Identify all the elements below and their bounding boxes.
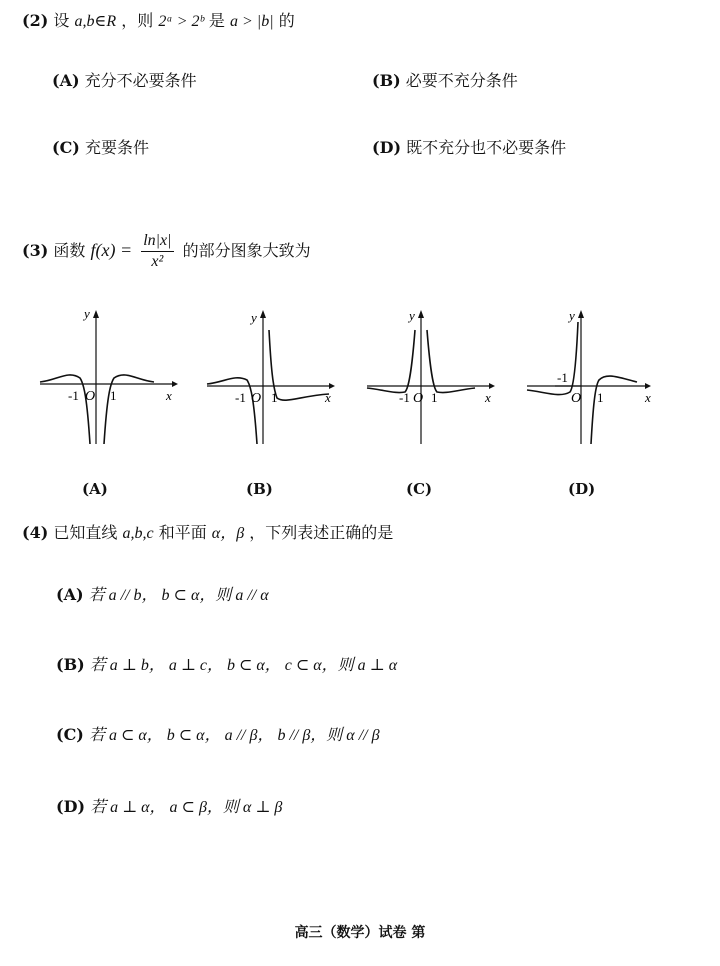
x-axis-arrow: [172, 381, 178, 387]
q3-denominator: x²: [151, 253, 164, 270]
option-label: (A): [56, 585, 84, 604]
y-axis-arrow: [93, 310, 99, 318]
option-label: (C): [52, 138, 80, 157]
option-label: (B): [372, 71, 401, 90]
q3-number: (3): [22, 241, 49, 260]
graph-a[interactable]: [38, 308, 178, 448]
q2-option-c[interactable]: [52, 135, 149, 158]
x-label: x: [325, 390, 331, 405]
q2-stem: [22, 10, 295, 33]
q3-numerator: ln|x|: [141, 231, 173, 252]
graph-d-svg: [525, 308, 665, 448]
option-text: 充要条件: [84, 138, 149, 157]
curve-left: [527, 322, 578, 395]
tick-neg-label: -1: [399, 390, 410, 405]
option-label: (B): [56, 655, 85, 674]
origin-label: O: [413, 391, 424, 406]
x-label: x: [485, 390, 491, 405]
y-label: y: [84, 306, 90, 321]
y-axis-arrow: [260, 310, 266, 318]
curve-left: [367, 330, 415, 393]
option-text: 若 a ⊂ α， b ⊂ α， a // β， b // β，则 α // β: [88, 727, 380, 744]
y-axis-arrow: [578, 310, 584, 318]
graph-b-label: (B): [246, 480, 273, 498]
origin-label: O: [571, 391, 582, 406]
q3-function: f(x) =: [90, 240, 133, 260]
q3-text-pre: 函数: [53, 241, 86, 260]
q2-text-pre: 设: [53, 11, 70, 30]
option-text: 若 a ⊥ α， a ⊂ β，则 α ⊥ β: [90, 799, 283, 816]
q4-text-pre: 已知直线: [53, 523, 118, 542]
q2-number: (2): [22, 11, 49, 30]
tick-neg-label: -1: [235, 390, 246, 405]
y-axis-arrow: [418, 310, 424, 318]
q4-lines: a,b,c: [122, 525, 154, 542]
option-label: (A): [52, 71, 80, 90]
y-label: y: [569, 308, 575, 323]
curve-left: [40, 375, 90, 444]
q4-text-and: 和平面: [158, 523, 207, 542]
q4-stem: [22, 522, 393, 545]
option-text: 若 a // b， b ⊂ α，则 a // α: [88, 587, 269, 604]
q4-option-d[interactable]: [56, 794, 282, 817]
graph-d-label: (D): [568, 480, 596, 498]
curve-left: [207, 378, 257, 444]
option-label: (D): [372, 138, 402, 157]
option-label: (C): [56, 725, 84, 744]
q2-vars: a,b∈R: [74, 13, 117, 30]
q2-text-post: 的: [278, 11, 295, 30]
q2-option-b[interactable]: [372, 68, 518, 91]
x-label: x: [166, 388, 172, 403]
q3-stem: [22, 228, 311, 273]
tick-neg-label: -1: [68, 388, 79, 403]
q2-option-a[interactable]: [52, 68, 197, 91]
x-axis-arrow: [489, 383, 495, 389]
y-label: y: [251, 310, 257, 325]
q3-fraction: [141, 231, 173, 272]
q3-text-post: 的部分图象大致为: [182, 241, 311, 260]
option-text: 充分不必要条件: [84, 71, 197, 90]
option-label: (D): [56, 797, 86, 816]
graph-a-svg: [38, 308, 178, 448]
curve-right: [427, 330, 475, 393]
tick-pos-label: 1: [110, 388, 117, 403]
tick-pos-label: 1: [597, 390, 604, 405]
curve-right: [104, 375, 154, 444]
q2-text-is: 是: [208, 11, 225, 30]
graph-c-label: (C): [406, 480, 433, 498]
option-text: 若 a ⊥ b， a ⊥ c， b ⊂ α， c ⊂ α，则 a ⊥ α: [89, 657, 398, 674]
tick-neg-label: -1: [557, 370, 568, 385]
q2-option-d[interactable]: [372, 135, 566, 158]
option-text: 必要不充分条件: [405, 71, 518, 90]
q4-text-post: ，下列表述正确的是: [249, 523, 394, 542]
tick-pos-label: 1: [271, 390, 278, 405]
curve-right: [269, 330, 329, 400]
x-axis-arrow: [645, 383, 651, 389]
q2-cond2: a > |b|: [230, 13, 274, 30]
graph-c-svg: [365, 308, 505, 448]
graph-b-svg: [205, 308, 345, 448]
graph-d[interactable]: [525, 308, 665, 448]
graph-a-label: (A): [82, 480, 108, 498]
q4-option-c[interactable]: [56, 722, 380, 745]
q4-planes: α，β: [211, 525, 245, 542]
origin-label: O: [85, 389, 96, 404]
x-label: x: [645, 390, 651, 405]
x-axis-arrow: [329, 383, 335, 389]
tick-pos-label: 1: [431, 390, 438, 405]
option-text: 既不充分也不必要条件: [406, 138, 567, 157]
q2-text-mid: ，则: [121, 11, 154, 30]
graph-c[interactable]: [365, 308, 505, 448]
page-footer: 高三（数学）试卷 第: [294, 925, 426, 941]
q4-option-b[interactable]: [56, 652, 397, 675]
y-label: y: [409, 308, 415, 323]
q4-option-a[interactable]: [56, 582, 269, 605]
q2-cond1: 2ᵃ > 2ᵇ: [158, 13, 204, 30]
q4-number: (4): [22, 523, 49, 542]
graph-b[interactable]: [205, 308, 345, 448]
origin-label: O: [251, 391, 262, 406]
